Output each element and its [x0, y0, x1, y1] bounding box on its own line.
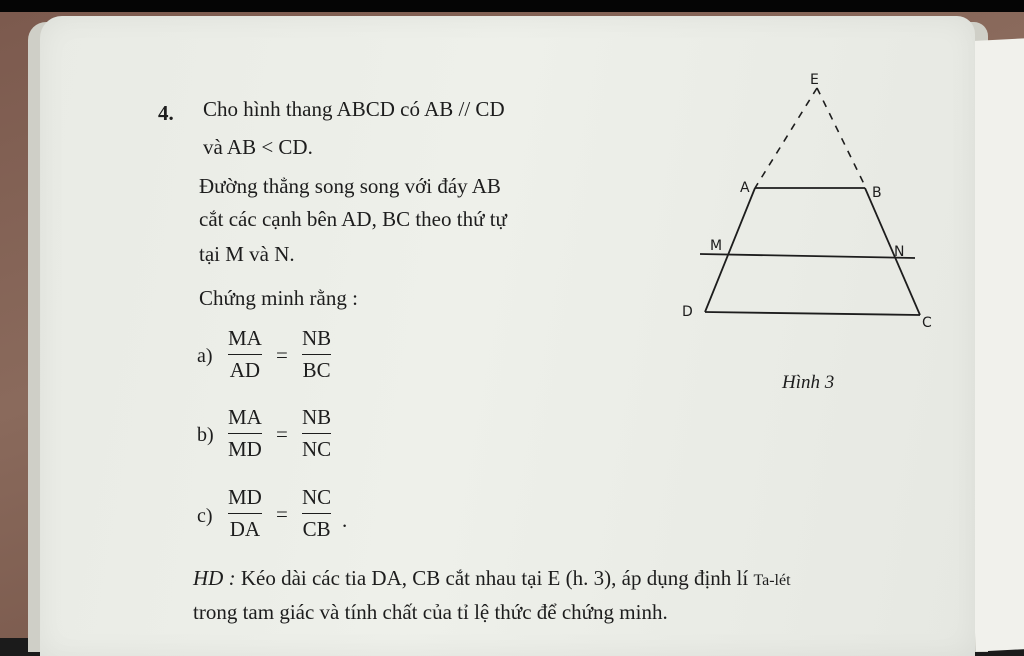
- point-B-label: B: [872, 185, 882, 201]
- hint-line-2: trong tam giác và tính chất của tỉ lệ thức để chứng minh.: [193, 600, 668, 624]
- figure-caption: Hình 3: [782, 372, 835, 393]
- point-A-label: A: [740, 180, 750, 196]
- part-b-left-fraction: [228, 405, 262, 462]
- equals-sign: =: [276, 502, 288, 526]
- equals-sign: =: [276, 422, 288, 446]
- fraction-denominator: BC: [302, 358, 331, 382]
- fraction-numerator: MA: [228, 405, 262, 429]
- fraction-bar: [228, 513, 262, 514]
- point-C-label: C: [922, 315, 932, 331]
- segment-DC: [705, 312, 920, 315]
- part-c-period: .: [342, 508, 348, 532]
- fraction-numerator: NC: [302, 485, 332, 509]
- fraction-bar: [228, 354, 262, 355]
- hint-label: HD :: [193, 566, 236, 590]
- segment-MN: [700, 254, 915, 258]
- fraction-bar: [228, 433, 262, 434]
- top-bar: [0, 0, 1024, 12]
- point-N-label: N: [894, 244, 905, 260]
- hint-text-1: Kéo dài các tia DA, CB cắt nhau tại E (h. 3), áp dụng định lí: [240, 566, 749, 590]
- part-c-left-fraction: [228, 485, 262, 542]
- dashed-line-EA: [755, 88, 817, 188]
- problem-line-2: và AB < CD.: [203, 135, 313, 159]
- fraction-bar: [302, 354, 331, 355]
- fraction-denominator: MD: [228, 437, 262, 461]
- fraction-denominator: AD: [229, 358, 261, 382]
- hint-line-1: [193, 566, 791, 591]
- part-b-label: b): [197, 424, 214, 446]
- part-a-right-fraction: [302, 326, 331, 383]
- part-a-label: a): [197, 345, 213, 367]
- problem-number: 4.: [158, 101, 174, 125]
- part-a-left-fraction: [228, 326, 262, 383]
- problem-line-1: Cho hình thang ABCD có AB // CD: [203, 97, 505, 121]
- fraction-denominator: CB: [302, 517, 331, 541]
- fraction-numerator: MA: [228, 326, 262, 350]
- fraction-bar: [302, 513, 331, 514]
- fraction-bar: [302, 433, 331, 434]
- segment-BC: [865, 188, 920, 315]
- problem-line-6: Chứng minh rằng :: [199, 286, 358, 310]
- part-c-label: c): [197, 505, 213, 527]
- hint-text-1-end: Ta-lét: [753, 572, 791, 589]
- problem-line-5: tại M và N.: [199, 242, 295, 266]
- fraction-denominator: NC: [302, 437, 332, 461]
- fraction-numerator: NB: [302, 405, 332, 429]
- fraction-denominator: DA: [229, 517, 261, 541]
- point-M-label: M: [710, 238, 723, 254]
- part-b-right-fraction: [302, 405, 331, 462]
- dashed-line-EB: [817, 88, 865, 186]
- problem-line-4: cắt các cạnh bên AD, BC theo thứ tự: [199, 207, 507, 231]
- point-E-label: E: [810, 72, 819, 88]
- equals-sign: =: [276, 343, 288, 367]
- part-c-right-fraction: [302, 485, 331, 542]
- point-D-label: D: [682, 304, 693, 320]
- fraction-numerator: MD: [228, 485, 262, 509]
- figure-trapezoid: [660, 60, 960, 340]
- problem-line-3: Đường thẳng song song với đáy AB: [199, 174, 501, 198]
- fraction-numerator: NB: [302, 326, 332, 350]
